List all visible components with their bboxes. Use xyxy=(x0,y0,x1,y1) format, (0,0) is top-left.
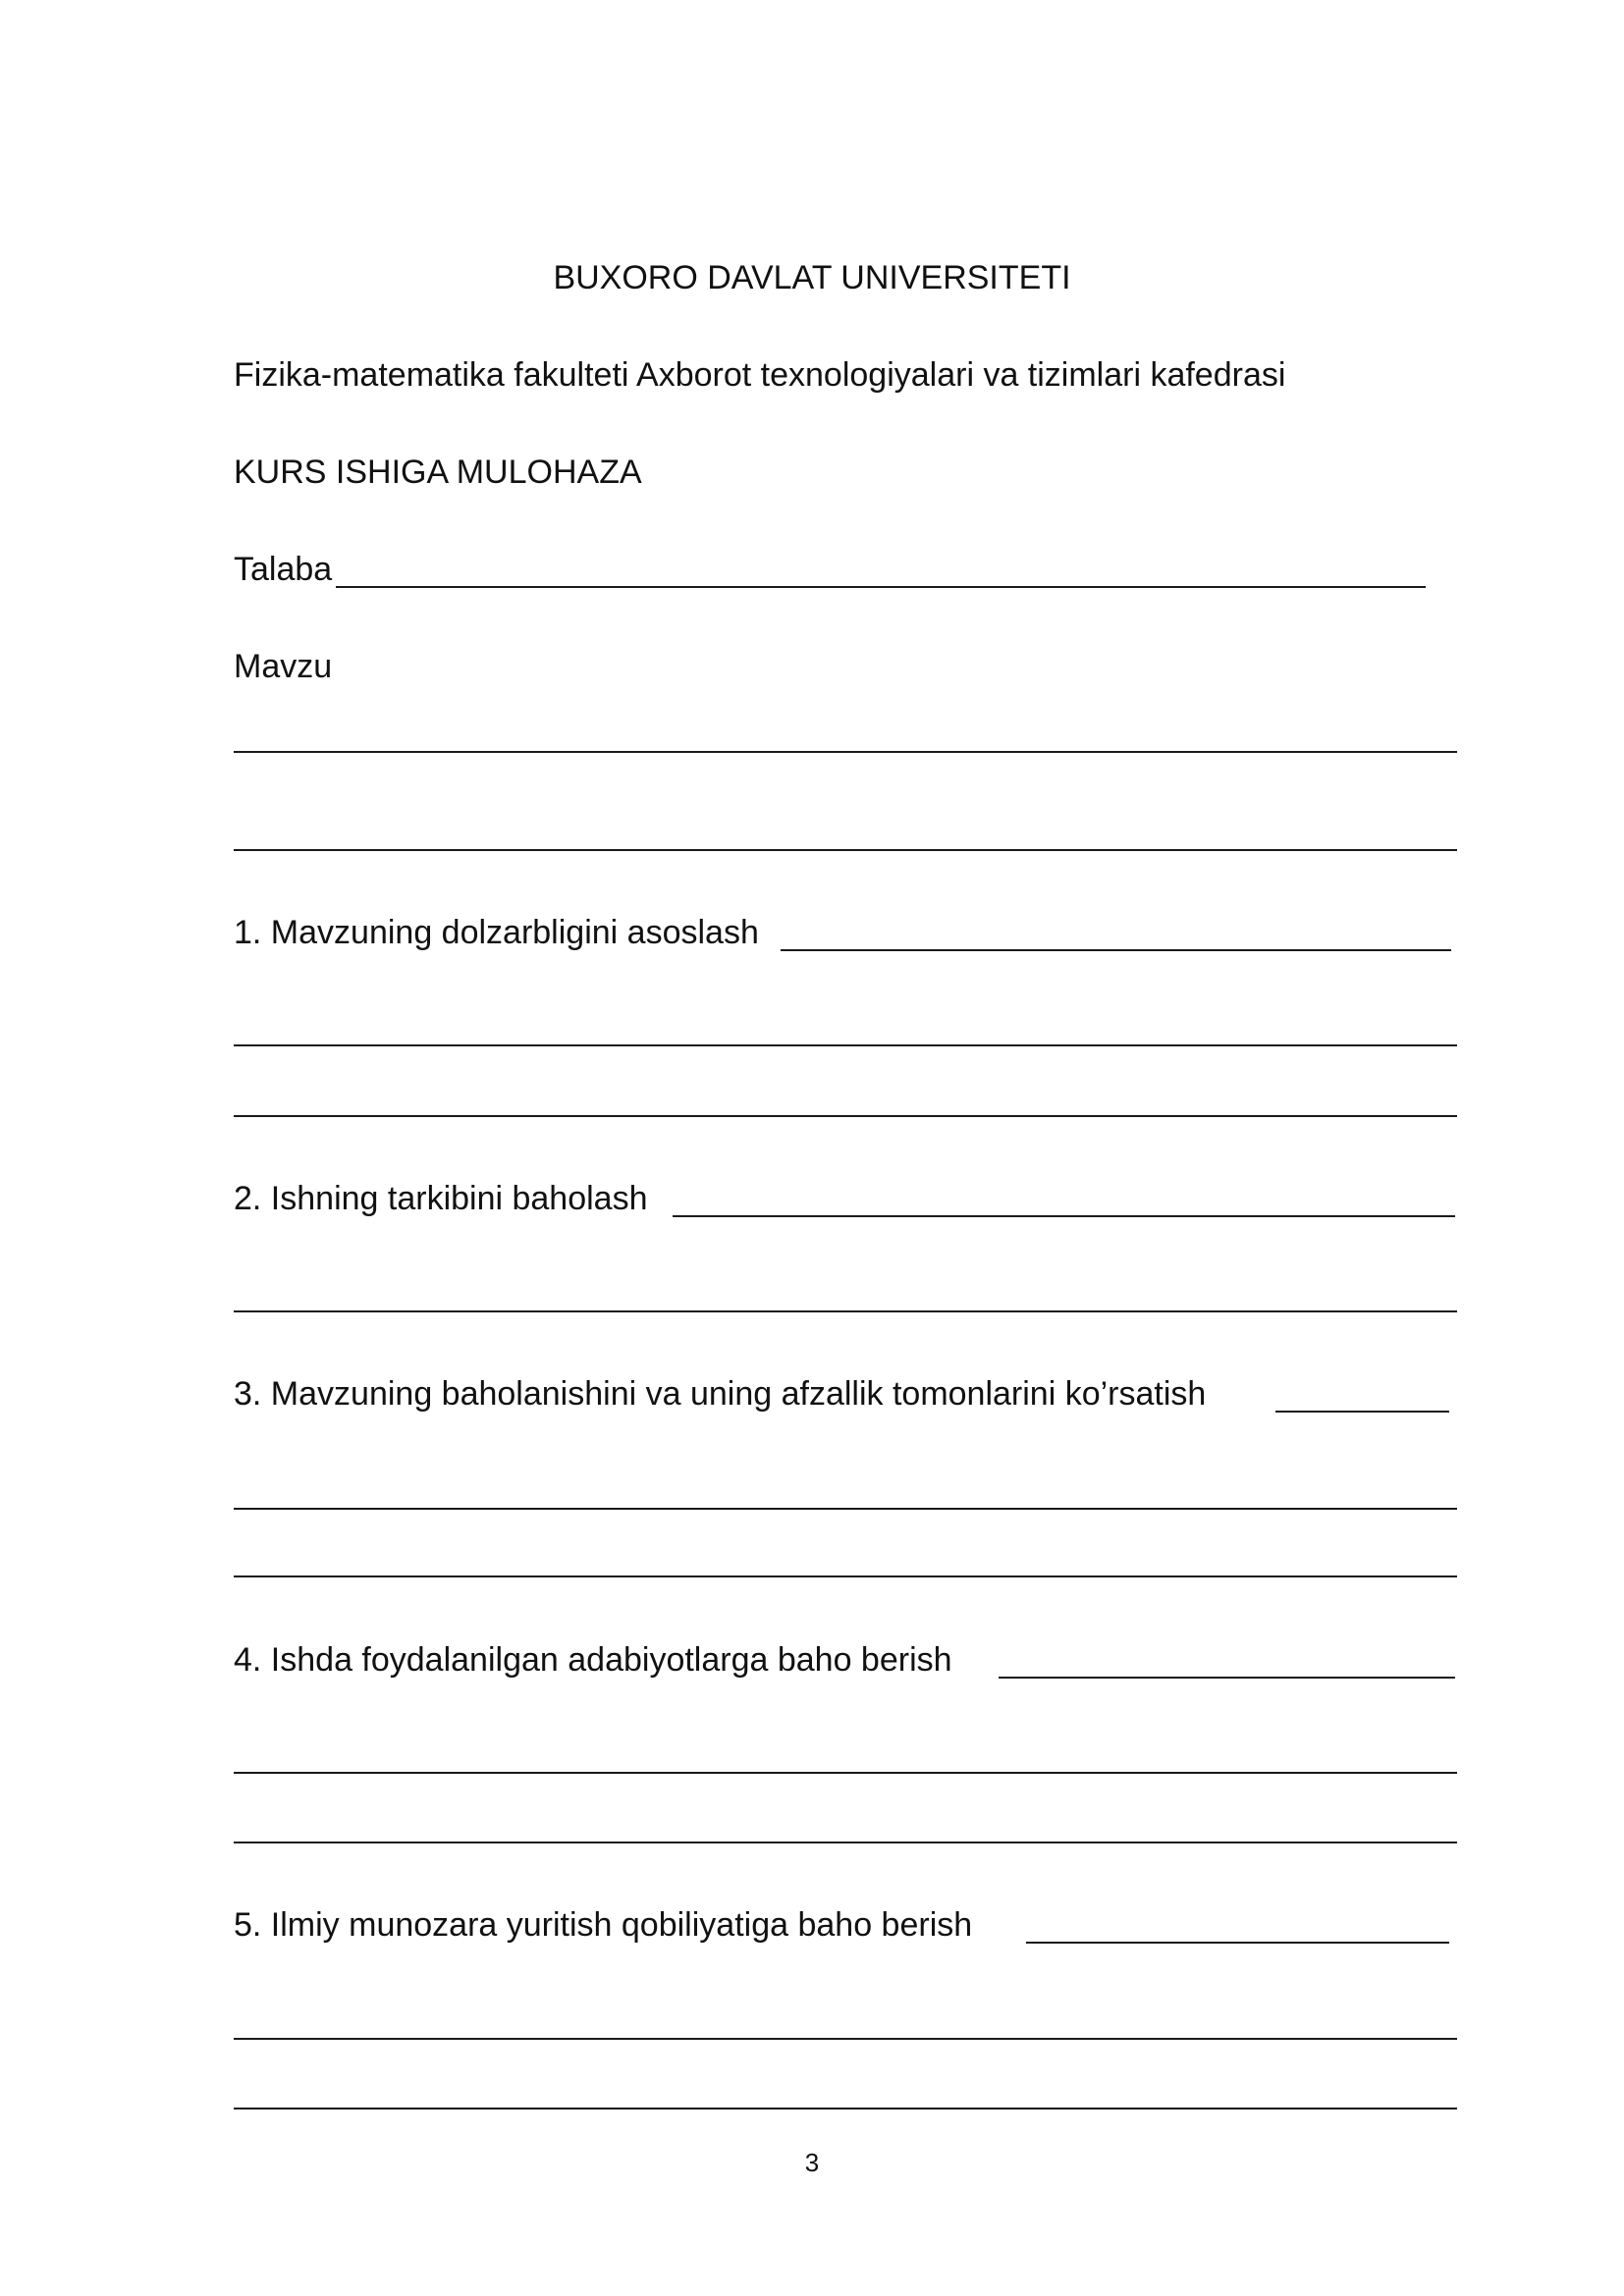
item-1-fill-line-2[interactable] xyxy=(234,1115,1457,1117)
item-5-fill-line-2[interactable] xyxy=(234,2108,1457,2109)
item-3-label: 3. Mavzuning baholanishini va uning afzallik tomonlarini ko’rsatish xyxy=(234,1375,1207,1413)
student-label: Talaba xyxy=(234,551,333,588)
item-1-inline-line[interactable] xyxy=(781,949,1451,951)
topic-label: Mavzu xyxy=(234,648,333,685)
student-fill-line[interactable] xyxy=(336,586,1426,588)
topic-fill-line-1[interactable] xyxy=(234,751,1457,753)
item-5-label: 5. Ilmiy munozara yuritish qobiliyatiga baho berish xyxy=(234,1906,973,1944)
item-4-label: 4. Ishda foydalanilgan adabiyotlarga baho berish xyxy=(234,1641,952,1679)
topic-fill-line-2[interactable] xyxy=(234,849,1457,851)
item-3-fill-line-1[interactable] xyxy=(234,1508,1457,1510)
faculty-department: Fizika-matematika fakulteti Axborot texnologiyalari va tizimlari kafedrasi xyxy=(234,356,1286,394)
item-1-label: 1. Mavzuning dolzarbligini asoslash xyxy=(234,914,759,951)
item-3-inline-line[interactable] xyxy=(1275,1411,1449,1413)
form-title: KURS ISHIGA MULOHAZA xyxy=(234,454,642,491)
item-2-inline-line[interactable] xyxy=(673,1215,1455,1217)
item-1-fill-line-1[interactable] xyxy=(234,1044,1457,1046)
item-4-fill-line-1[interactable] xyxy=(234,1772,1457,1774)
item-3-fill-line-2[interactable] xyxy=(234,1575,1457,1577)
page-number: 3 xyxy=(804,2148,820,2177)
item-2-fill-line-1[interactable] xyxy=(234,1310,1457,1312)
item-4-inline-line[interactable] xyxy=(999,1677,1455,1679)
item-5-fill-line-1[interactable] xyxy=(234,2038,1457,2040)
university-title: BUXORO DAVLAT UNIVERSITETI xyxy=(553,259,1071,296)
item-4-fill-line-2[interactable] xyxy=(234,1842,1457,1843)
item-5-inline-line[interactable] xyxy=(1026,1942,1449,1944)
item-2-label: 2. Ishning tarkibini baholash xyxy=(234,1180,648,1217)
